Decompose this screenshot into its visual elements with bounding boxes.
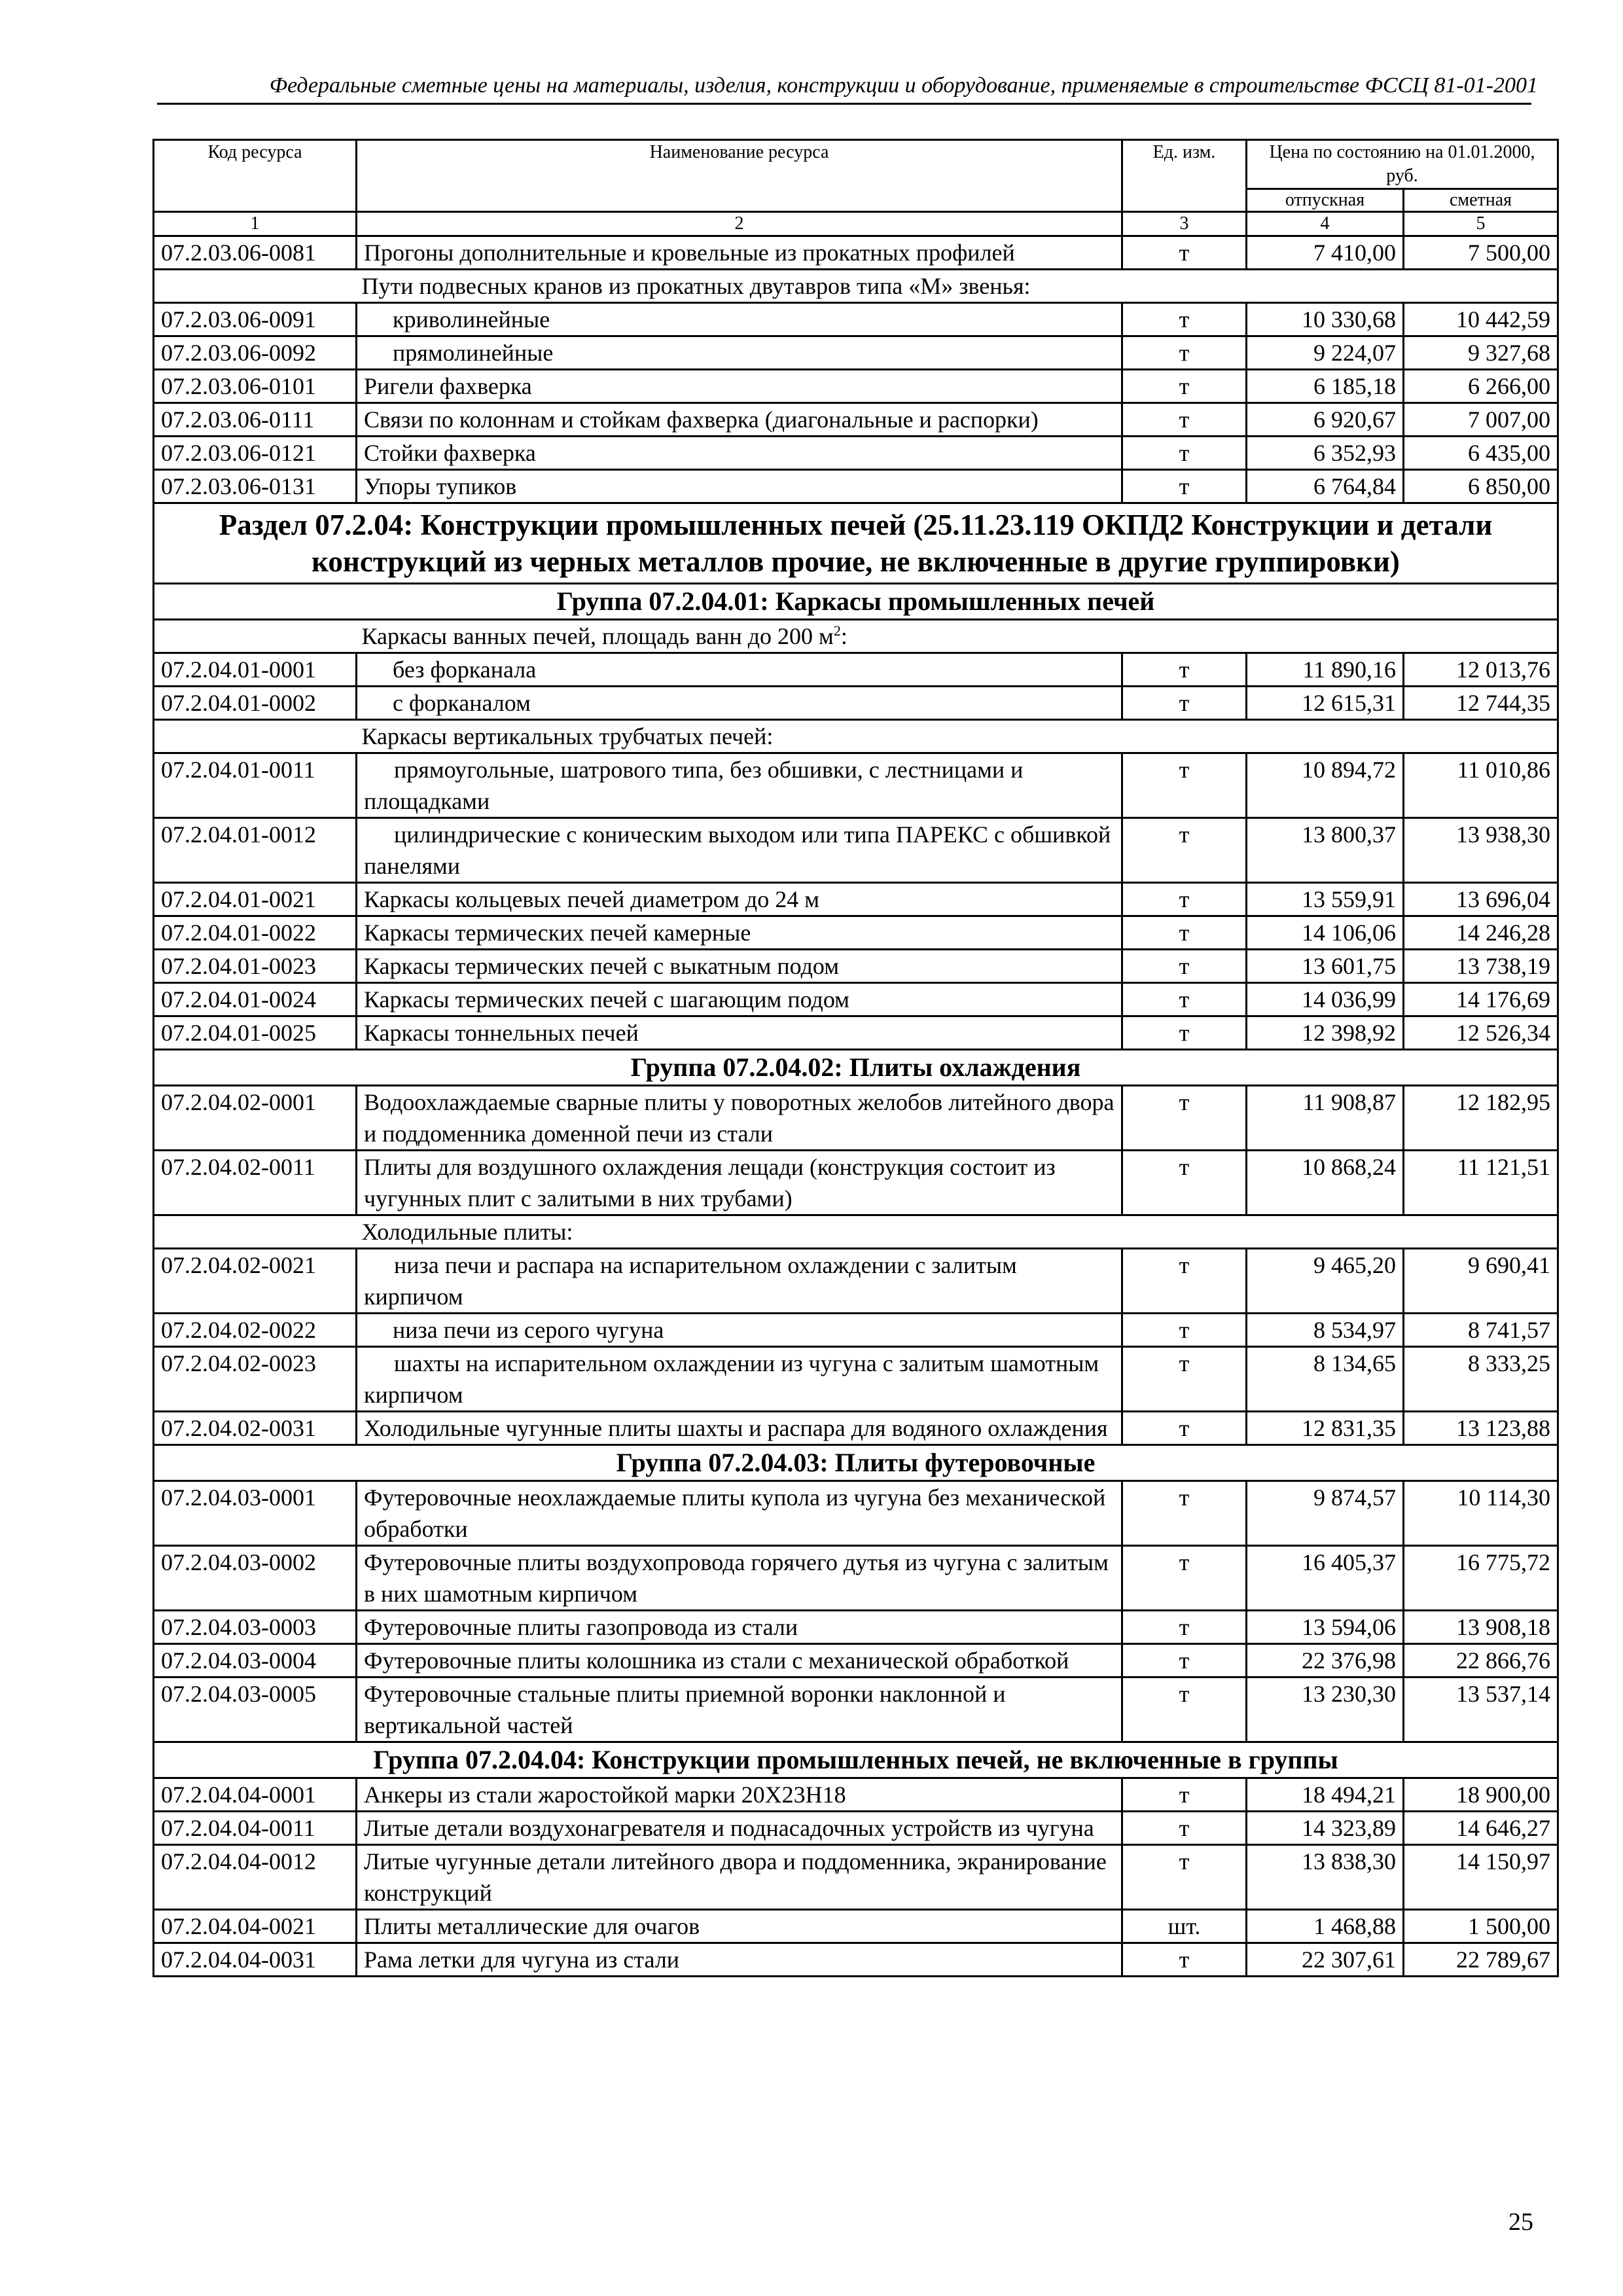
table-body: [154, 236, 1558, 1977]
unit-of-measure: т: [1122, 1412, 1247, 1445]
release-price: 22 376,98: [1247, 1644, 1404, 1677]
table-row: [154, 883, 1558, 916]
resource-code: 07.2.04.04-0031: [154, 1943, 357, 1977]
header-code: Код ресурса: [154, 140, 357, 212]
table-row: [154, 818, 1558, 883]
empty-cell: [154, 1215, 357, 1249]
resource-name: Упоры тупиков: [357, 470, 1122, 503]
unit-of-measure: т: [1122, 1481, 1247, 1546]
release-price: 8 134,65: [1247, 1347, 1404, 1412]
unit-of-measure: т: [1122, 687, 1247, 720]
column-number: 3: [1122, 212, 1247, 236]
table-row: [154, 1412, 1558, 1445]
unit-of-measure: т: [1122, 336, 1247, 370]
unit-of-measure: т: [1122, 1086, 1247, 1151]
subheading-row: [154, 1215, 1558, 1249]
estimate-price: 7 007,00: [1404, 403, 1558, 437]
table-row: [154, 983, 1558, 1016]
table-row: [154, 1845, 1558, 1910]
unit-of-measure: шт.: [1122, 1910, 1247, 1943]
resource-code: 07.2.04.01-0012: [154, 818, 357, 883]
unit-of-measure: т: [1122, 818, 1247, 883]
group-heading-row: [154, 1050, 1558, 1086]
estimate-price: 18 900,00: [1404, 1778, 1558, 1812]
column-number: 1: [154, 212, 357, 236]
release-price: 8 534,97: [1247, 1314, 1404, 1347]
empty-cell: [154, 720, 357, 753]
table-row: [154, 1778, 1558, 1812]
header-name: Наименование ресурса: [357, 140, 1122, 212]
group-heading: Группа 07.2.04.04: Конструкции промышленных печей, не включенные в группы: [154, 1742, 1558, 1778]
group-heading-row: [154, 1742, 1558, 1778]
table-row: [154, 1812, 1558, 1845]
superscript: 2: [833, 622, 841, 639]
subheading-label: Каркасы ванных печей, площадь ванн до 200 м: [361, 623, 834, 649]
resource-code: 07.2.04.02-0001: [154, 1086, 357, 1151]
estimate-price: 22 789,67: [1404, 1943, 1558, 1977]
unit-of-measure: т: [1122, 653, 1247, 687]
column-number: 4: [1247, 212, 1404, 236]
resource-code: 07.2.04.01-0002: [154, 687, 357, 720]
estimate-price: 1 500,00: [1404, 1910, 1558, 1943]
estimate-price: 22 866,76: [1404, 1644, 1558, 1677]
table-row: [154, 1347, 1558, 1412]
release-price: 13 594,06: [1247, 1611, 1404, 1644]
estimate-price: 7 500,00: [1404, 236, 1558, 270]
resource-name: Ригели фахверка: [357, 370, 1122, 403]
table-row: [154, 403, 1558, 437]
subheading-label: Каркасы вертикальных трубчатых печей:: [361, 723, 774, 749]
resource-name: Футеровочные неохлаждаемые плиты купола из чугуна без механической обработки: [357, 1481, 1122, 1546]
unit-of-measure: т: [1122, 950, 1247, 983]
estimate-price: 13 738,19: [1404, 950, 1558, 983]
estimate-price: 8 741,57: [1404, 1314, 1558, 1347]
unit-of-measure: т: [1122, 1611, 1247, 1644]
resource-code: 07.2.04.03-0002: [154, 1546, 357, 1611]
price-table: [152, 139, 1559, 1977]
resource-code: 07.2.04.01-0024: [154, 983, 357, 1016]
resource-code: 07.2.04.02-0011: [154, 1151, 357, 1215]
resource-name: Плиты для воздушного охлаждения лещади (конструкция состоит из чугунных плит с залитыми в них трубами): [357, 1151, 1122, 1215]
resource-name: Каркасы термических печей камерные: [357, 916, 1122, 950]
resource-code: 07.2.04.03-0005: [154, 1677, 357, 1742]
unit-of-measure: т: [1122, 916, 1247, 950]
unit-of-measure: т: [1122, 1314, 1247, 1347]
unit-of-measure: т: [1122, 370, 1247, 403]
estimate-price: 9 327,68: [1404, 336, 1558, 370]
resource-code: 07.2.03.06-0121: [154, 437, 357, 470]
release-price: 9 465,20: [1247, 1249, 1404, 1314]
table-row: [154, 950, 1558, 983]
unit-of-measure: т: [1122, 1249, 1247, 1314]
resource-code: 07.2.04.01-0011: [154, 753, 357, 818]
resource-code: 07.2.03.06-0111: [154, 403, 357, 437]
release-price: 22 307,61: [1247, 1943, 1404, 1977]
table-row: [154, 687, 1558, 720]
unit-of-measure: т: [1122, 1677, 1247, 1742]
resource-name: Каркасы термических печей с шагающим подом: [357, 983, 1122, 1016]
resource-code: 07.2.03.06-0081: [154, 236, 357, 270]
group-heading: Группа 07.2.04.01: Каркасы промышленных печей: [154, 584, 1558, 620]
unit-of-measure: т: [1122, 1644, 1247, 1677]
section-heading-row: [154, 503, 1558, 584]
release-price: 7 410,00: [1247, 236, 1404, 270]
resource-code: 07.2.03.06-0131: [154, 470, 357, 503]
table-row: [154, 370, 1558, 403]
resource-code: 07.2.04.04-0012: [154, 1845, 357, 1910]
subheading-row: [154, 620, 1558, 653]
resource-code: 07.2.04.01-0025: [154, 1016, 357, 1050]
subheading-text: [357, 270, 1558, 303]
resource-name: прямоугольные, шатрового типа, без обшивки, с лестницами и площадками: [357, 753, 1122, 818]
release-price: 12 615,31: [1247, 687, 1404, 720]
resource-name: Плиты металлические для очагов: [357, 1910, 1122, 1943]
group-heading-row: [154, 584, 1558, 620]
unit-of-measure: т: [1122, 1845, 1247, 1910]
table-row: [154, 1677, 1558, 1742]
release-price: 13 230,30: [1247, 1677, 1404, 1742]
resource-name: Футеровочные стальные плиты приемной воронки наклонной и вертикальной частей: [357, 1677, 1122, 1742]
estimate-price: 13 938,30: [1404, 818, 1558, 883]
release-price: 10 868,24: [1247, 1151, 1404, 1215]
subheading-text: [357, 620, 1558, 653]
estimate-price: 12 744,35: [1404, 687, 1558, 720]
estimate-price: 11 010,86: [1404, 753, 1558, 818]
resource-name: Анкеры из стали жаростойкой марки 20Х23Н18: [357, 1778, 1122, 1812]
unit-of-measure: т: [1122, 1778, 1247, 1812]
resource-name: шахты на испарительном охлаждении из чугуна с залитым шамотным кирпичом: [357, 1347, 1122, 1412]
table-row: [154, 1016, 1558, 1050]
subheading-suffix: :: [840, 623, 847, 649]
table-row: [154, 1910, 1558, 1943]
resource-name: Литые чугунные детали литейного двора и поддоменника, экранирование конструкций: [357, 1845, 1122, 1910]
column-number: 5: [1404, 212, 1558, 236]
unit-of-measure: т: [1122, 1016, 1247, 1050]
release-price: 10 330,68: [1247, 303, 1404, 336]
group-heading: Группа 07.2.04.02: Плиты охлаждения: [154, 1050, 1558, 1086]
table-row: [154, 1481, 1558, 1546]
estimate-price: 6 266,00: [1404, 370, 1558, 403]
empty-cell: [154, 620, 357, 653]
unit-of-measure: т: [1122, 1812, 1247, 1845]
unit-of-measure: т: [1122, 236, 1247, 270]
estimate-price: 13 696,04: [1404, 883, 1558, 916]
resource-code: 07.2.04.02-0022: [154, 1314, 357, 1347]
table-row: [154, 1314, 1558, 1347]
table-row: [154, 753, 1558, 818]
resource-name: Водоохлаждаемые сварные плиты у поворотных желобов литейного двора и поддоменника доменной печи из стали: [357, 1086, 1122, 1151]
resource-code: 07.2.04.04-0001: [154, 1778, 357, 1812]
estimate-price: 14 150,97: [1404, 1845, 1558, 1910]
release-price: 1 468,88: [1247, 1910, 1404, 1943]
unit-of-measure: т: [1122, 1347, 1247, 1412]
resource-name: Каркасы тоннельных печей: [357, 1016, 1122, 1050]
estimate-price: 14 176,69: [1404, 983, 1558, 1016]
resource-name: низа печи из серого чугуна: [357, 1314, 1122, 1347]
estimate-price: 12 526,34: [1404, 1016, 1558, 1050]
resource-name: без форканала: [357, 653, 1122, 687]
group-heading-row: [154, 1445, 1558, 1481]
release-price: 13 800,37: [1247, 818, 1404, 883]
resource-name: Прогоны дополнительные и кровельные из прокатных профилей: [357, 236, 1122, 270]
resource-name: цилиндрические с коническим выходом или типа ПАРЕКС с обшивкой панелями: [357, 818, 1122, 883]
resource-name: Каркасы кольцевых печей диаметром до 24 м: [357, 883, 1122, 916]
estimate-price: 10 442,59: [1404, 303, 1558, 336]
resource-name: Футеровочные плиты колошника из стали с механической обработкой: [357, 1644, 1122, 1677]
estimate-price: 13 123,88: [1404, 1412, 1558, 1445]
estimate-price: 6 435,00: [1404, 437, 1558, 470]
release-price: 11 890,16: [1247, 653, 1404, 687]
estimate-price: 9 690,41: [1404, 1249, 1558, 1314]
release-price: 6 352,93: [1247, 437, 1404, 470]
release-price: 16 405,37: [1247, 1546, 1404, 1611]
resource-code: 07.2.04.01-0022: [154, 916, 357, 950]
unit-of-measure: т: [1122, 1943, 1247, 1977]
resource-code: 07.2.04.01-0021: [154, 883, 357, 916]
resource-name: Рама летки для чугуна из стали: [357, 1943, 1122, 1977]
resource-name: Каркасы термических печей с выкатным подом: [357, 950, 1122, 983]
resource-name: низа печи и распара на испарительном охлаждении с залитым кирпичом: [357, 1249, 1122, 1314]
resource-code: 07.2.04.04-0011: [154, 1812, 357, 1845]
release-price: 13 601,75: [1247, 950, 1404, 983]
resource-code: 07.2.04.03-0004: [154, 1644, 357, 1677]
resource-name: Футеровочные плиты газопровода из стали: [357, 1611, 1122, 1644]
subheading-row: [154, 270, 1558, 303]
resource-code: 07.2.03.06-0101: [154, 370, 357, 403]
estimate-price: 13 908,18: [1404, 1611, 1558, 1644]
unit-of-measure: т: [1122, 303, 1247, 336]
estimate-price: 8 333,25: [1404, 1347, 1558, 1412]
table-row: [154, 470, 1558, 503]
estimate-price: 10 114,30: [1404, 1481, 1558, 1546]
resource-code: 07.2.04.04-0021: [154, 1910, 357, 1943]
unit-of-measure: т: [1122, 1151, 1247, 1215]
release-price: 9 224,07: [1247, 336, 1404, 370]
header-price-release: отпускная: [1247, 189, 1404, 212]
resource-name: Холодильные чугунные плиты шахты и распара для водяного охлаждения: [357, 1412, 1122, 1445]
release-price: 11 908,87: [1247, 1086, 1404, 1151]
release-price: 14 106,06: [1247, 916, 1404, 950]
release-price: 18 494,21: [1247, 1778, 1404, 1812]
release-price: 10 894,72: [1247, 753, 1404, 818]
resource-code: 07.2.04.03-0003: [154, 1611, 357, 1644]
header-unit: Ед. изм.: [1122, 140, 1247, 212]
resource-code: 07.2.04.02-0031: [154, 1412, 357, 1445]
unit-of-measure: т: [1122, 1546, 1247, 1611]
table-row: [154, 1086, 1558, 1151]
release-price: 12 398,92: [1247, 1016, 1404, 1050]
release-price: 13 838,30: [1247, 1845, 1404, 1910]
table-row: [154, 1943, 1558, 1977]
table-row: [154, 916, 1558, 950]
estimate-price: 14 246,28: [1404, 916, 1558, 950]
subheading-text: [357, 720, 1558, 753]
table-row: [154, 336, 1558, 370]
page-number: 25: [1508, 2208, 1533, 2236]
release-price: 12 831,35: [1247, 1412, 1404, 1445]
unit-of-measure: т: [1122, 437, 1247, 470]
release-price: 14 036,99: [1247, 983, 1404, 1016]
estimate-price: 12 013,76: [1404, 653, 1558, 687]
resource-code: 07.2.04.03-0001: [154, 1481, 357, 1546]
resource-name: Связи по колоннам и стойкам фахверка (диагональные и распорки): [357, 403, 1122, 437]
table-row: [154, 1611, 1558, 1644]
table-row: [154, 303, 1558, 336]
empty-cell: [154, 270, 357, 303]
table-row: [154, 1249, 1558, 1314]
table-row: [154, 1546, 1558, 1611]
estimate-price: 13 537,14: [1404, 1677, 1558, 1742]
table-row: [154, 1644, 1558, 1677]
group-heading: Группа 07.2.04.03: Плиты футеровочные: [154, 1445, 1558, 1481]
resource-name: Футеровочные плиты воздухопровода горячего дутья из чугуна с залитым в них шамотным кирпичом: [357, 1546, 1122, 1611]
running-header: Федеральные сметные цены на материалы, изделия, конструкции и оборудование, применяемые в строительстве ФССЦ 81-01-2001: [269, 73, 1538, 98]
resource-code: 07.2.03.06-0092: [154, 336, 357, 370]
header-price-group: Цена по состоянию на 01.01.2000, руб.: [1247, 140, 1558, 189]
resource-name: криволинейные: [357, 303, 1122, 336]
resource-name: Литые детали воздухонагревателя и поднасадочных устройств из чугуна: [357, 1812, 1122, 1845]
subheading-text: [357, 1215, 1558, 1249]
resource-code: 07.2.04.02-0021: [154, 1249, 357, 1314]
release-price: 6 920,67: [1247, 403, 1404, 437]
unit-of-measure: т: [1122, 883, 1247, 916]
subheading-label: Пути подвесных кранов из прокатных двутавров типа «М» звенья:: [361, 273, 1031, 299]
resource-code: 07.2.04.02-0023: [154, 1347, 357, 1412]
header-rule: [157, 103, 1531, 105]
unit-of-measure: т: [1122, 470, 1247, 503]
estimate-price: 6 850,00: [1404, 470, 1558, 503]
table-row: [154, 236, 1558, 270]
estimate-price: 14 646,27: [1404, 1812, 1558, 1845]
resource-code: 07.2.04.01-0001: [154, 653, 357, 687]
subheading-label: Холодильные плиты:: [361, 1219, 573, 1245]
resource-name: Стойки фахверка: [357, 437, 1122, 470]
release-price: 6 764,84: [1247, 470, 1404, 503]
table-row: [154, 653, 1558, 687]
resource-name: с форканалом: [357, 687, 1122, 720]
unit-of-measure: т: [1122, 403, 1247, 437]
resource-name: прямолинейные: [357, 336, 1122, 370]
table-row: [154, 1151, 1558, 1215]
estimate-price: 11 121,51: [1404, 1151, 1558, 1215]
resource-code: 07.2.04.01-0023: [154, 950, 357, 983]
estimate-price: 12 182,95: [1404, 1086, 1558, 1151]
release-price: 13 559,91: [1247, 883, 1404, 916]
release-price: 6 185,18: [1247, 370, 1404, 403]
section-heading: Раздел 07.2.04: Конструкции промышленных печей (25.11.23.119 ОКПД2 Конструкции и детали конструкций из черных металлов прочие, не включенные в другие группировки): [154, 503, 1558, 584]
release-price: 14 323,89: [1247, 1812, 1404, 1845]
header-price-estimate: сметная: [1404, 189, 1558, 212]
unit-of-measure: т: [1122, 753, 1247, 818]
subheading-row: [154, 720, 1558, 753]
resource-code: 07.2.03.06-0091: [154, 303, 357, 336]
release-price: 9 874,57: [1247, 1481, 1404, 1546]
estimate-price: 16 775,72: [1404, 1546, 1558, 1611]
column-number: 2: [357, 212, 1122, 236]
table-row: [154, 437, 1558, 470]
unit-of-measure: т: [1122, 983, 1247, 1016]
